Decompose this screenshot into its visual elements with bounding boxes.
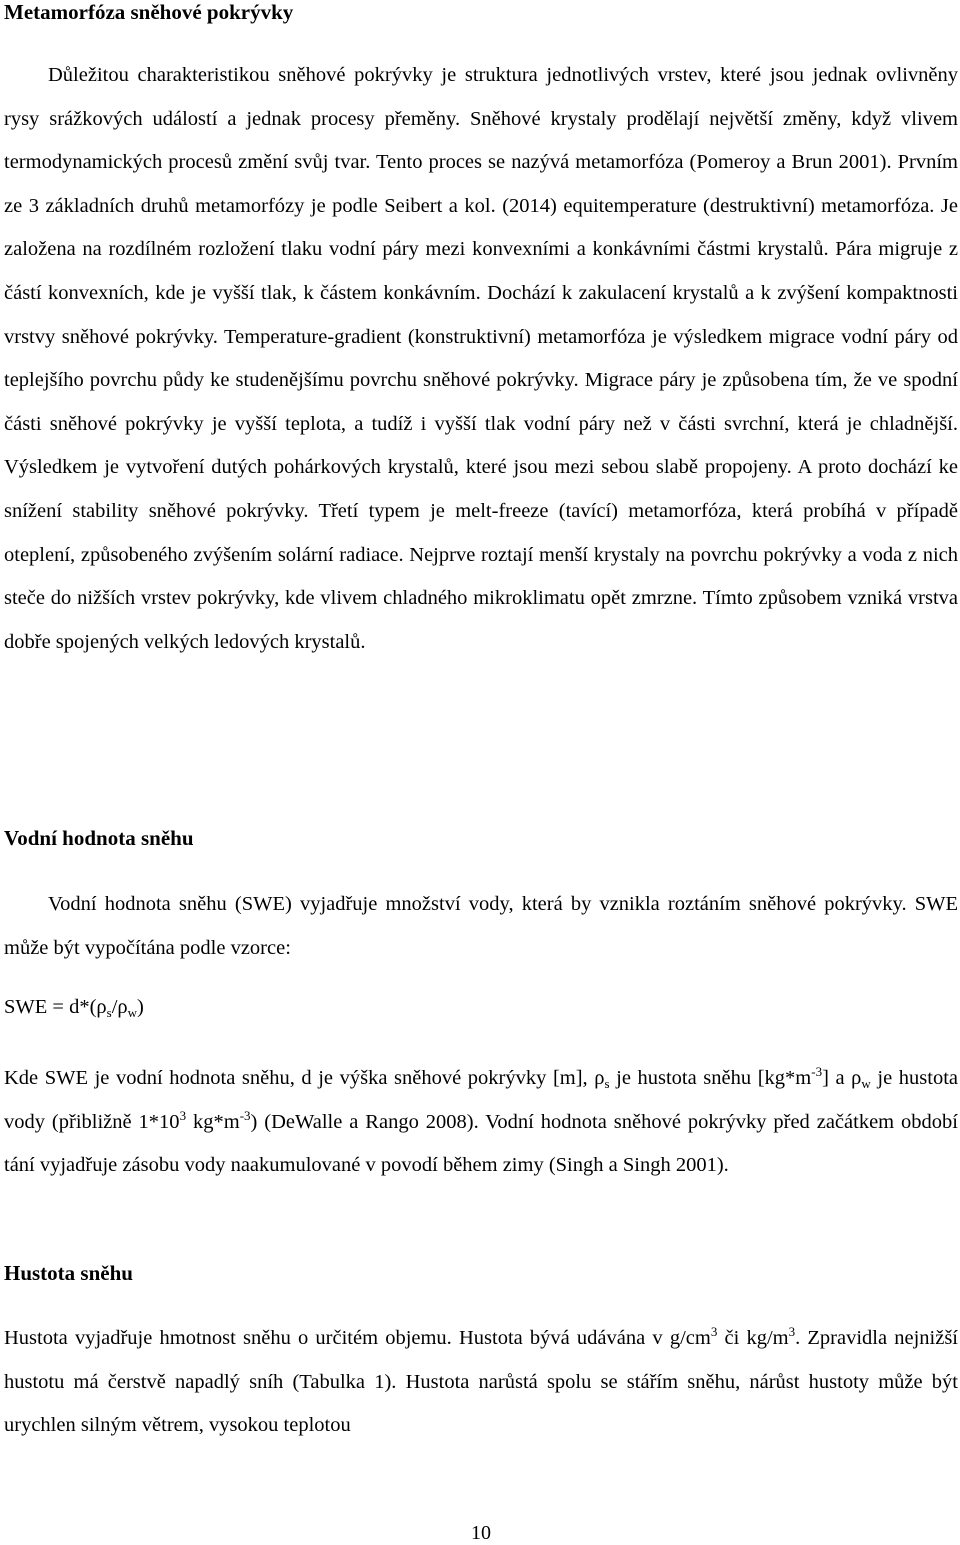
paragraph-swe-intro: Vodní hodnota sněhu (SWE) vyjadřuje množství vody, která by vznikla roztáním sněhové pokrývky. SWE může být vypočítána podle vzorce: bbox=[4, 893, 958, 959]
swe-formula bbox=[4, 996, 144, 1019]
formula-subscript-s: s bbox=[106, 1005, 112, 1020]
subscript: s bbox=[604, 1076, 610, 1091]
formula-subscript-w: w bbox=[127, 1005, 138, 1020]
text-run: či kg/m bbox=[717, 1327, 789, 1349]
superscript: 3 bbox=[179, 1107, 187, 1123]
text-run: Kde SWE je vodní hodnota sněhu, d je výška sněhové pokrývky [m], ρ bbox=[4, 1067, 605, 1089]
paragraph-swe-explanation bbox=[4, 1057, 958, 1188]
text-run: ] a ρ bbox=[822, 1067, 862, 1089]
section-heading-swe: Vodní hodnota sněhu bbox=[4, 826, 194, 850]
formula-part: /ρ bbox=[111, 996, 128, 1018]
subscript: w bbox=[861, 1076, 871, 1091]
paragraph-metamorphosis: Důležitou charakteristikou sněhové pokrývky je struktura jednotlivých vrstev, které jsou jednak ovlivněny rysy srážkových událostí a jednak procesy přeměny. Sněhové krystaly prodělají největší změny, když vlivem termodynamických procesů změní svůj tvar. Tento proces se nazývá metamorfóza (Pomeroy a Brun 2001). Prvním ze 3 základních druhů metamorfózy je podle Seibert a kol. (2014) equitemperature (destruktivní) metamorfóza. Je založena na rozdílném rozložení tlaku vodní páry mezi konvexními a konkávními částmi krystalů. Pára migruje z částí konvexních, kde je vyšší tlak, k částem konkávním. Dochází k zakulacení krystalů a k zvýšení kompaktnosti vrstvy sněhové pokrývky. Temperature-gradient (konstruktivní) metamorfóza je výsledkem migrace vodní páry od teplejšího povrchu půdy ke studenějšímu povrchu sněhové pokrývky. Migrace páry je způsobena tím, že ve spodní části sněhové pokrývky je vyšší teplota, a tudíž i vyšší tlak vodní páry než v části svrchní, která je chladnější. Výsledkem je vytvoření dutých pohárkových krystalů, které jsou mezi sebou slabě propojeny. A proto dochází ke snížení stability sněhové pokrývky. Třetí typem je melt-freeze (tavící) metamorfóza, která probíhá v případě oteplení, způsobeného zvýšením solární radiace. Nejprve roztají menší krystaly na povrchu pokrývky a voda z nich steče do nižších vrstev pokrývky, kde vlivem chladného mikroklimatu opět zmrzne. Tímto způsobem vzniká vrstva dobře spojených velkých ledových krystalů. bbox=[4, 64, 958, 653]
superscript: 3 bbox=[710, 1324, 718, 1339]
page-number: 10 bbox=[471, 1522, 491, 1544]
superscript: -3 bbox=[811, 1064, 823, 1079]
section-heading-metamorphosis: Metamorfóza sněhové pokrývky bbox=[4, 0, 294, 24]
text-run: Hustota vyjadřuje hmotnost sněhu o určitém objemu. Hustota bývá udávána v g/cm bbox=[4, 1327, 711, 1349]
text-run: . Zpravidla nejnižší hustotu má čerstvě napadlý sníh (Tabulka 1). Hustota narůstá spolu se stářím sněhu, nárůst hustoty může být urychlen silným větrem, vysokou teplotou bbox=[4, 1327, 959, 1437]
superscript: 3 bbox=[788, 1324, 796, 1339]
section-heading-density: Hustota sněhu bbox=[4, 1261, 133, 1285]
text-run: je hustota sněhu [kg*m bbox=[609, 1067, 812, 1089]
superscript: -3 bbox=[239, 1107, 251, 1123]
formula-part: ) bbox=[137, 996, 144, 1018]
paragraph-density bbox=[4, 1317, 958, 1448]
formula-part: SWE = d*(ρ bbox=[4, 996, 107, 1018]
text-run: ) (DeWalle a Rango 2008). Vodní hodnota sněhové pokrývky před začátkem období tání vyjadřuje zásobu vody naakumulované v povodí během zimy (Singh a Singh 2001). bbox=[4, 1110, 959, 1177]
text-run: kg*m bbox=[186, 1110, 240, 1133]
text-run: je hustota vody (přibližně 1*10 bbox=[4, 1067, 958, 1133]
